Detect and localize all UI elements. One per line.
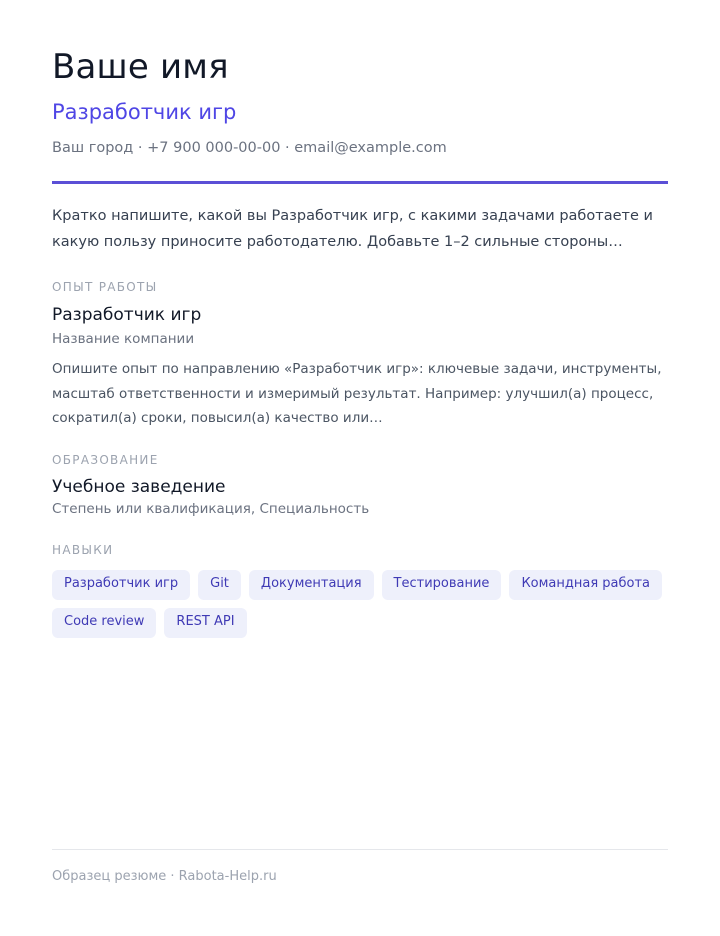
- job-description: Опишите опыт по направлению «Разработчик игр»: ключевые задачи, инструменты, масштаб ответственности и измеримый результат. Например: улучшил(а) процесс, сократил(а) сроки, повысил(а) качество или…: [52, 361, 662, 426]
- header-divider: [52, 181, 668, 184]
- contact-line: Ваш город · +7 900 000-00-00 · email@example.com: [52, 140, 447, 156]
- skill-chip: Разработчик игр: [52, 570, 190, 600]
- skill-chip: Документация: [249, 570, 374, 600]
- company-name: Название компании: [52, 331, 195, 347]
- skill-chip: Git: [198, 570, 241, 600]
- job-title: Разработчик игр: [52, 305, 202, 325]
- candidate-position: Разработчик игр: [52, 100, 237, 124]
- skill-chip: Code review: [52, 608, 156, 638]
- skills-list: [52, 570, 668, 638]
- candidate-name: Ваше имя: [52, 47, 229, 87]
- footer-text: Образец резюме · Rabota-Help.ru: [52, 869, 277, 884]
- footer-divider: [52, 849, 668, 850]
- education-institution: Учебное заведение: [52, 477, 226, 497]
- skill-chip: Тестирование: [382, 570, 502, 600]
- experience-section-title: ОПЫТ РАБОТЫ: [52, 280, 158, 294]
- skill-chip: Командная работа: [509, 570, 662, 600]
- skills-section-title: НАВЫКИ: [52, 543, 114, 557]
- skill-chip: REST API: [164, 608, 246, 638]
- education-details: Степень или квалификация, Специальность: [52, 501, 370, 517]
- summary-text: Кратко напишите, какой вы Разработчик игр, с какими задачами работаете и какую пользу приносите работодателю. Добавьте 1–2 сильные стороны…: [52, 208, 653, 250]
- education-section-title: ОБРАЗОВАНИЕ: [52, 453, 159, 467]
